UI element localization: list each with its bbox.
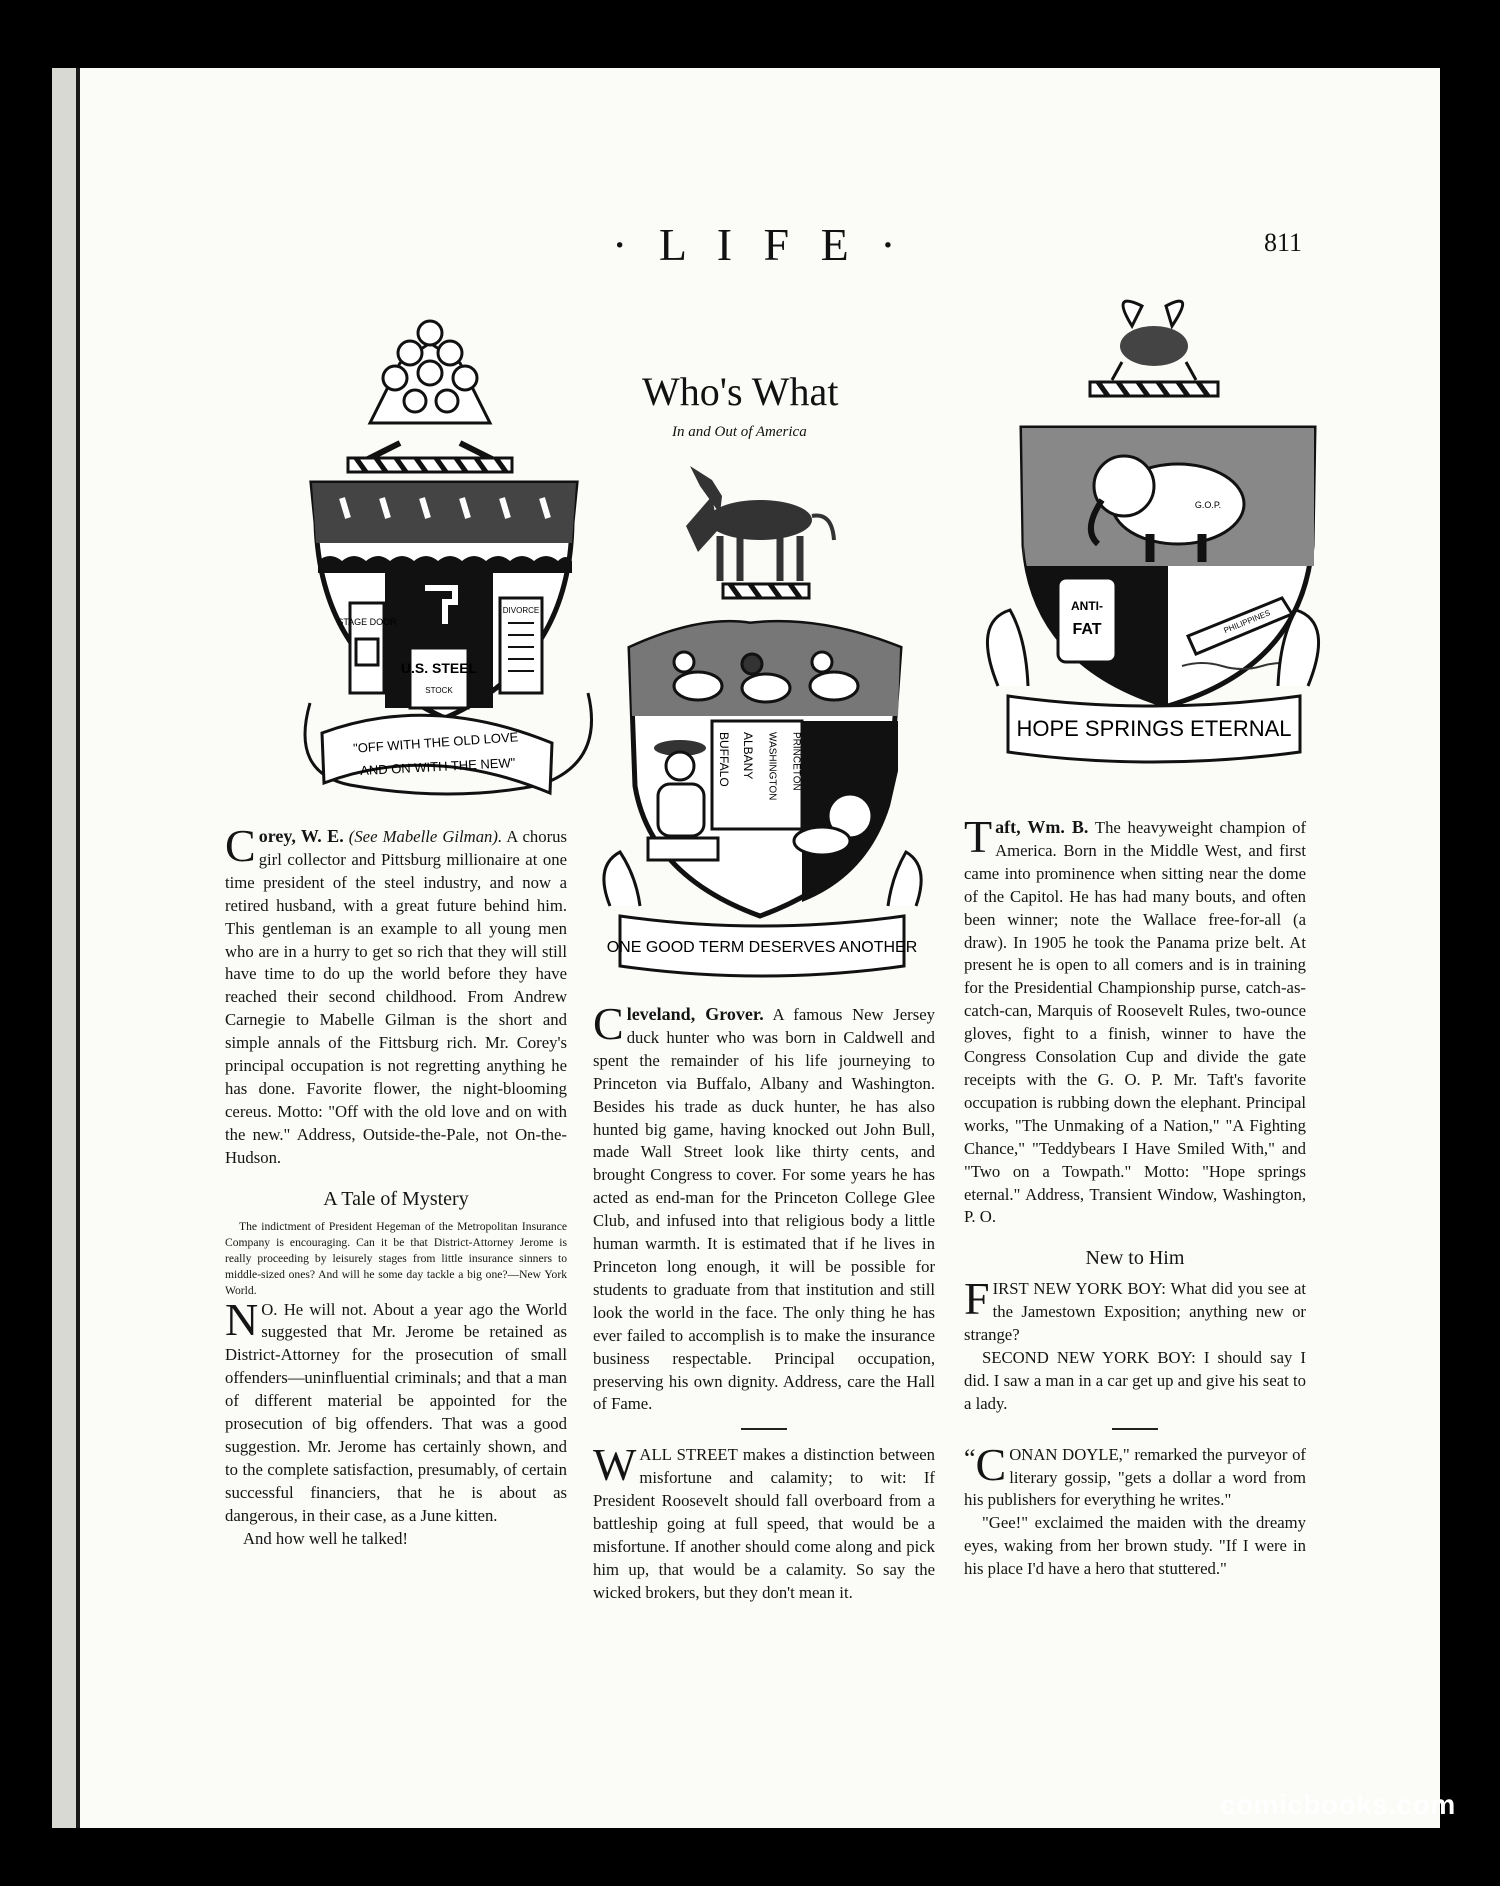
tale-first-line: O. He will not. xyxy=(261,1299,368,1319)
page-gutter xyxy=(52,68,80,1828)
taft-banner: HOPE SPRINGS ETERNAL xyxy=(1016,716,1292,741)
barrel-line2: FAT xyxy=(1072,621,1102,638)
drop-cap: C xyxy=(225,820,256,871)
column-left xyxy=(225,820,567,1550)
drop-cap: N xyxy=(225,1293,259,1345)
cleveland-entry xyxy=(593,998,935,1416)
steel-label: U.S. STEEL xyxy=(400,660,478,676)
drop-cap: C xyxy=(593,998,624,1049)
open-quote: “ xyxy=(964,1443,976,1473)
gee-text: "Gee!" exclaimed the maiden with the dreamy eyes, waking from her brown study. "If I were in his place I'd have a hero that stuttered." xyxy=(964,1513,1306,1579)
entry-body: A chorus girl collector and Pittsburg millionaire at one time president of the steel industry, and now a retired husband, with a great future behind him. This gentleman is an example to all young men who are in a hurry to get so rich that they will still have time to do up the world before they have reached their second childhood. From Andrew Carnegie to Mabelle Gilman is the short and simple annals of the Fittsburg rich. Mr. Corey's principal occupation is not regretting anything he has done. Favorite flower, the night-blooming cereus. Motto: "Off with the old love and on with the new." Address, Outside-the-Pale, not On-the-Hudson. xyxy=(225,827,567,1167)
corey-banner-line2: AND ON WITH THE NEW" xyxy=(359,754,516,779)
page-number: 811 xyxy=(1264,228,1303,257)
donkey-icon xyxy=(686,466,834,581)
entry-body: A famous New Jersey duck hunter who was born in Caldwell and spent the remainder of his life journeying to Princeton via Buffalo, Albany and Washington. Besides his trade as duck hunter, he has also hunted big game, having knocked out John Bull, made Wall Street look like thirty cents, and brought Congress to cover. For some years he has acted as end-man for the Princeton College Glee Club, and infused into that religious body a little human warmth. It is estimated that if he lives in Princeton long enough, it will be possible for students to graduate from that institution and still look the world in the face. The only thing he has ever failed to accomplish is to make the insurance business respectable. Principal occupation, preserving his own dignity. Address, care the Hall of Fame. xyxy=(593,1005,935,1414)
divorce-label: DIVORCE xyxy=(502,606,540,615)
column-middle xyxy=(593,998,935,1605)
dialogue-second: SECOND NEW YORK BOY: I should say I did. I saw a man in a car get up and give his seat to a lady. xyxy=(964,1347,1306,1413)
wall-street-item xyxy=(593,1439,935,1604)
gop-label: G.O.P. xyxy=(1194,500,1222,510)
feature-title: Who's What xyxy=(642,369,839,414)
flower-bouquet-icon xyxy=(360,321,500,463)
column-right xyxy=(964,811,1307,1581)
entry-name: leveland, Grover. xyxy=(626,1004,764,1024)
cross-reference: (See Mabelle Gilman). xyxy=(348,827,503,846)
tale-closing: And how well he talked! xyxy=(243,1528,408,1548)
taft-entry xyxy=(964,811,1307,1229)
masthead: · L I F E · xyxy=(612,219,906,270)
conan-item xyxy=(964,1438,1306,1513)
corey-banner-line1: "OFF WITH THE OLD LOVE xyxy=(352,729,519,756)
place-princeton: PRINCETON xyxy=(790,732,802,791)
conan-text: ONAN DOYLE," remarked the purveyor of literary gossip, "gets a dollar a word from his publishers for everything he writes." xyxy=(964,1444,1306,1510)
wall-street-text: ALL STREET makes a distinction between misfortune and calamity; to wit: If President Roosevelt should fall overboard from a battleship going at full speed, that would be a misfortune. If another should come along and pick him up, that would be a calamity. So say the wicked brokers, but they don't mean it. xyxy=(593,1445,935,1602)
tale-body xyxy=(225,1293,567,1528)
barrel-line1: ANTI- xyxy=(1071,599,1103,613)
drop-cap: F xyxy=(964,1273,990,1325)
drop-cap: C xyxy=(975,1438,1007,1490)
divider xyxy=(741,1428,787,1430)
quoted-note: The indictment of President Hegeman of the Metropolitan Insurance Company is encouraging. Can it be that District-Attorney Jerome is really proceeding by leisurely stages from little insurance sinners to middle-sized ones? And will he some day tackle a big one?—New York World. xyxy=(225,1219,567,1297)
dialogue-first xyxy=(964,1273,1306,1347)
corey-entry xyxy=(225,820,567,1170)
divider xyxy=(1112,1428,1158,1430)
place-buffalo: BUFFALO xyxy=(717,732,731,787)
cleveland-coat-of-arms xyxy=(600,466,930,990)
section-heading: A Tale of Mystery xyxy=(323,1187,469,1210)
stock-label: STOCK xyxy=(425,686,453,695)
place-albany: ALBANY xyxy=(741,732,755,780)
bee-icon xyxy=(1112,301,1196,380)
tale-text: About a year ago the World suggested that Mr. Jerome be retained as District-Attorney for the prosecution of small offenders—uninfluential criminals; and that a man of different material be appointed for the prosecution of big offenders. That was a good suggestion. Mr. Jerome has certainly shown, and to the complete satisfaction, presumably, of certain successful financiers, that he is about as dangerous, in their case, as a June kitten. xyxy=(225,1299,567,1525)
ship-label: PHILIPPINES xyxy=(1222,608,1272,636)
stage-door-label: STAGE DOOR xyxy=(337,617,397,627)
drop-cap: T xyxy=(964,811,993,862)
dialogue-first-text: IRST NEW YORK BOY: What did you see at the Jamestown Exposition; anything new or strange? xyxy=(964,1279,1306,1345)
magazine-page xyxy=(52,68,1440,1828)
site-watermark: comicbooks.com xyxy=(1220,1789,1456,1820)
entry-body: The heavyweight champion of America. Born in the Middle West, and first came into prominence when sitting near the dome of the Capitol. He has had many bouts, and often been winner; note the Wallace free-for-all (a draw). In 1905 he took the Panama prize belt. At present he is open to all comers and is in training for the Presidential Championship purse, catch-as-catch-can, Marquis of Roosevelt Rules, two-ounce gloves, fight to a finish, winner to have the Congress Consolation Cup and divide the gate receipts with the G. O. P. Mr. Taft's favorite occupation is rubbing down the elephant. Principal works, "The Unmaking of a Nation," "A Fighting Chance," "Teddybears I Have Smiled With," and "Two on a Towpath." Motto: "Hope springs eternal." Address, Transient Window, Washington, P. O. xyxy=(964,818,1307,1227)
section-heading: New to Him xyxy=(1085,1247,1185,1270)
entry-name: orey, W. E. xyxy=(258,826,344,846)
drop-cap: W xyxy=(593,1439,637,1491)
feature-subtitle: In and Out of America xyxy=(672,424,807,440)
corey-coat-of-arms xyxy=(250,273,606,813)
cleveland-banner: ONE GOOD TERM DESERVES ANOTHER xyxy=(606,939,918,956)
taft-coat-of-arms xyxy=(982,286,1324,806)
entry-name: aft, Wm. B. xyxy=(995,817,1089,837)
place-washington: WASHINGTON xyxy=(766,732,778,801)
